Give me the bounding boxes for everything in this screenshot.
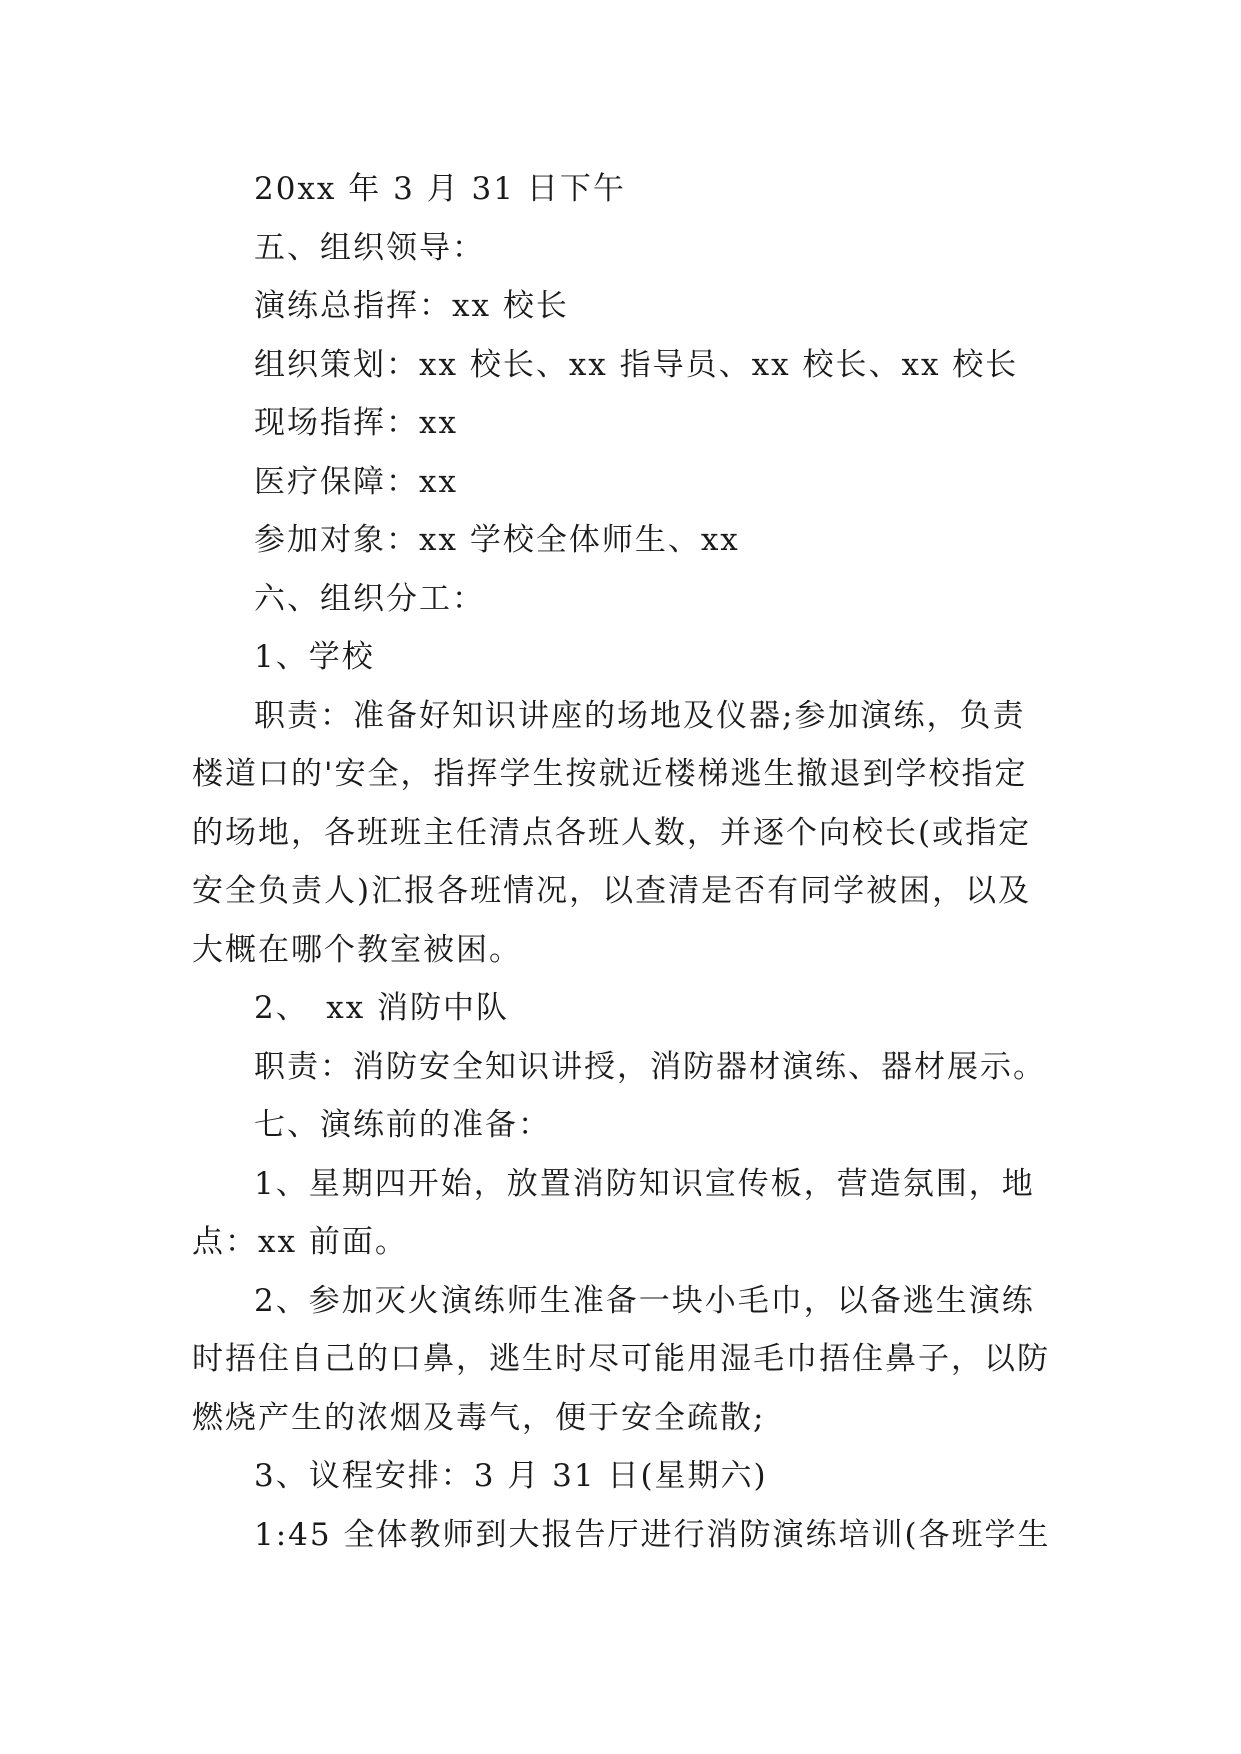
- text-line: 时捂住自己的口鼻，逃生时尽可能用湿毛巾捂住鼻子，以防: [192, 1341, 1050, 1377]
- text-line: 医疗保障：xx: [254, 463, 458, 500]
- paragraph: [192, 628, 1072, 687]
- paragraph: [192, 1506, 1072, 1565]
- paragraph: [192, 570, 1072, 629]
- text-line: 1、星期四开始，放置消防知识宣传板，营造氛围，地: [254, 1165, 1035, 1202]
- paragraph: [192, 336, 1072, 395]
- paragraph: [192, 1447, 1072, 1506]
- text-line: 的场地，各班班主任清点各班人数，并逐个向校长(或指定: [192, 814, 1032, 851]
- text-line: 2、参加灭火演练师生准备一块小毛巾，以备逃生演练: [254, 1282, 1035, 1319]
- paragraph: [192, 979, 1072, 1038]
- text-line: 职责：准备好知识讲座的场地及仪器;参加演练，负责: [254, 697, 1026, 734]
- text-line: 组织策划：xx 校长、xx 指导员、xx 校长、xx 校长: [254, 346, 1019, 383]
- paragraph: [192, 1155, 1072, 1272]
- paragraph: [192, 277, 1072, 336]
- text-line: 燃烧产生的浓烟及毒气，便于安全疏散;: [192, 1399, 766, 1436]
- paragraph: [192, 1096, 1072, 1155]
- text-line: 2、 xx 消防中队: [254, 990, 510, 1026]
- text-line: 参加对象：xx 学校全体师生、xx: [254, 522, 740, 558]
- paragraph: [192, 687, 1072, 980]
- text-line: 职责：消防安全知识讲授，消防器材演练、器材展示。: [254, 1048, 1046, 1085]
- text-line: 六、组织分工：: [254, 580, 485, 617]
- text-line: 1:45 全体教师到大报告厅进行消防演练培训(各班学生: [254, 1516, 1051, 1553]
- paragraph: [192, 511, 1072, 570]
- text-line: 楼道口的'安全，指挥学生按就近楼梯逃生撤退到学校指定: [192, 756, 1028, 792]
- paragraph: [192, 394, 1072, 453]
- text-line: 演练总指挥：xx 校长: [254, 288, 569, 324]
- paragraph: [192, 1038, 1072, 1097]
- text-line: 大概在哪个教室被困。: [192, 931, 522, 968]
- text-line: 1、学校: [254, 639, 375, 675]
- text-line: 3、议程安排：3 月 31 日(星期六): [254, 1458, 768, 1494]
- document-body: [192, 160, 1072, 1564]
- paragraph: [192, 1272, 1072, 1448]
- text-line: 安全负责人)汇报各班情况，以查清是否有同学被困，以及: [192, 873, 1032, 909]
- text-line: 五、组织领导：: [254, 229, 485, 266]
- text-line: 现场指挥：xx: [254, 405, 458, 441]
- text-line: 七、演练前的准备：: [254, 1107, 551, 1143]
- paragraph: [192, 453, 1072, 512]
- text-line: 点：xx 前面。: [192, 1224, 408, 1260]
- text-line: 20xx 年 3 月 31 日下午: [254, 171, 626, 207]
- paragraph: [192, 219, 1072, 278]
- paragraph: [192, 160, 1072, 219]
